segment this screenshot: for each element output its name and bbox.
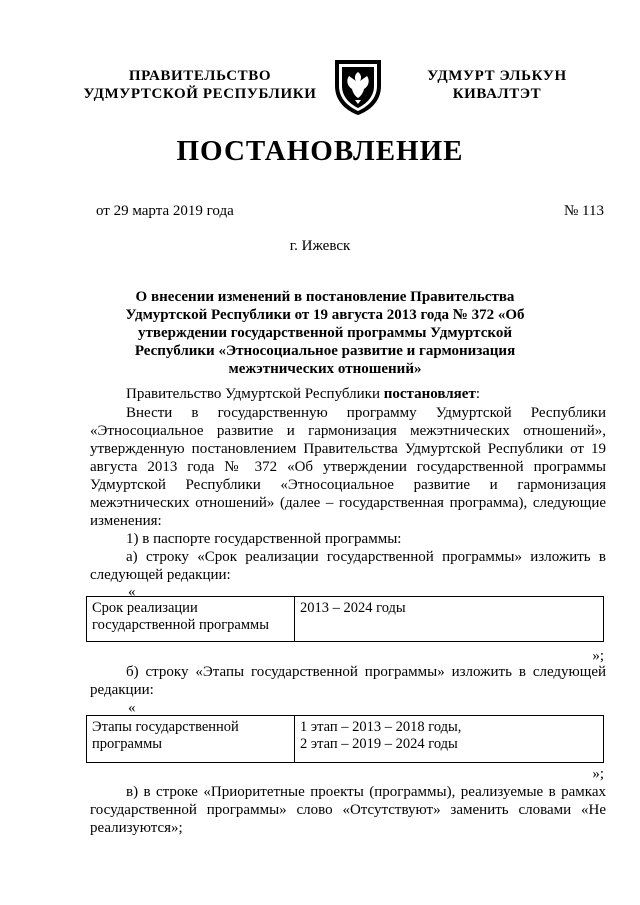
table-term-value: 2013 – 2024 годы [295, 597, 604, 642]
table-stages-line2: 2 этап – 2019 – 2024 годы [300, 736, 458, 752]
paragraph-passport: 1) в паспорте государственной программы: [126, 531, 402, 547]
quote-close-1: »; [592, 648, 604, 664]
paragraph-item-c: в) в строке «Приоритетные проекты (программы), реализуемые в рамках государственной программы» слово «Отсутствуют» заменить словами «Не реализуются»; [90, 784, 606, 836]
header-right [412, 67, 582, 103]
header-left [80, 67, 320, 103]
quote-open-2: « [128, 700, 136, 716]
table-stages-label: Этапы государственной программы [87, 716, 295, 763]
paragraph-decree [90, 385, 606, 403]
document-subject: О внесении изменений в постановление Правительства Удмуртской Республики от 19 августа 2013 года № 372 «Об утверждении государственной программы Удмуртской Республики «Этносоциальное развитие и гармонизация межэтнических отношений» [125, 289, 525, 377]
quote-open-1: « [128, 584, 136, 600]
paragraph-decree-bold: постановляет [383, 386, 476, 402]
quote-close-2: »; [592, 766, 604, 782]
paragraph-amendment: Внести в государственную программу Удмуртской Республики «Этносоциальное развитие и гармонизация межэтнических отношений», утвержденную постановлением Правительства Удмуртской Республики от 19 августа 2013 года № 372 «Об утверждении государственной программы Удмуртской Республики «Этносоциальное развитие и гармонизация межэтнических отношений» (далее – государственная программа), следующие изменения: [90, 405, 606, 529]
coat-of-arms-icon [329, 56, 387, 116]
table-stages [86, 715, 604, 763]
table-term [86, 596, 604, 642]
table-stages-line1: 1 этап – 2013 – 2018 годы, [300, 719, 462, 735]
document-title: ПОСТАНОВЛЕНИЕ [176, 135, 464, 167]
paragraph-item-a: а) строку «Срок реализации государственной программы» изложить в следующей редакции: [90, 549, 606, 583]
header-left-line2: УДМУРТСКОЙ РЕСПУБЛИКИ [83, 86, 317, 102]
paragraph-decree-tail: : [475, 386, 480, 402]
header-left-line1: ПРАВИТЕЛЬСТВО [128, 68, 272, 84]
paragraph-decree-text: Правительство Удмуртской Республики [126, 386, 384, 402]
table-term-label: Срок реализации государственной программы [87, 597, 295, 642]
paragraph-item-b: б) строку «Этапы государственной программы» изложить в следующей редакции: [90, 664, 606, 698]
table-stages-value [295, 716, 604, 763]
header-right-line2: КИВАЛТЭТ [452, 86, 542, 102]
document-number: № 113 [563, 203, 604, 219]
header-right-line1: УДМУРТ ЭЛЬКУН [427, 68, 567, 84]
document-date: от 29 марта 2019 года [96, 203, 234, 219]
table-row [87, 597, 604, 642]
table-row [87, 716, 604, 763]
document-city: г. Ижевск [289, 238, 351, 254]
